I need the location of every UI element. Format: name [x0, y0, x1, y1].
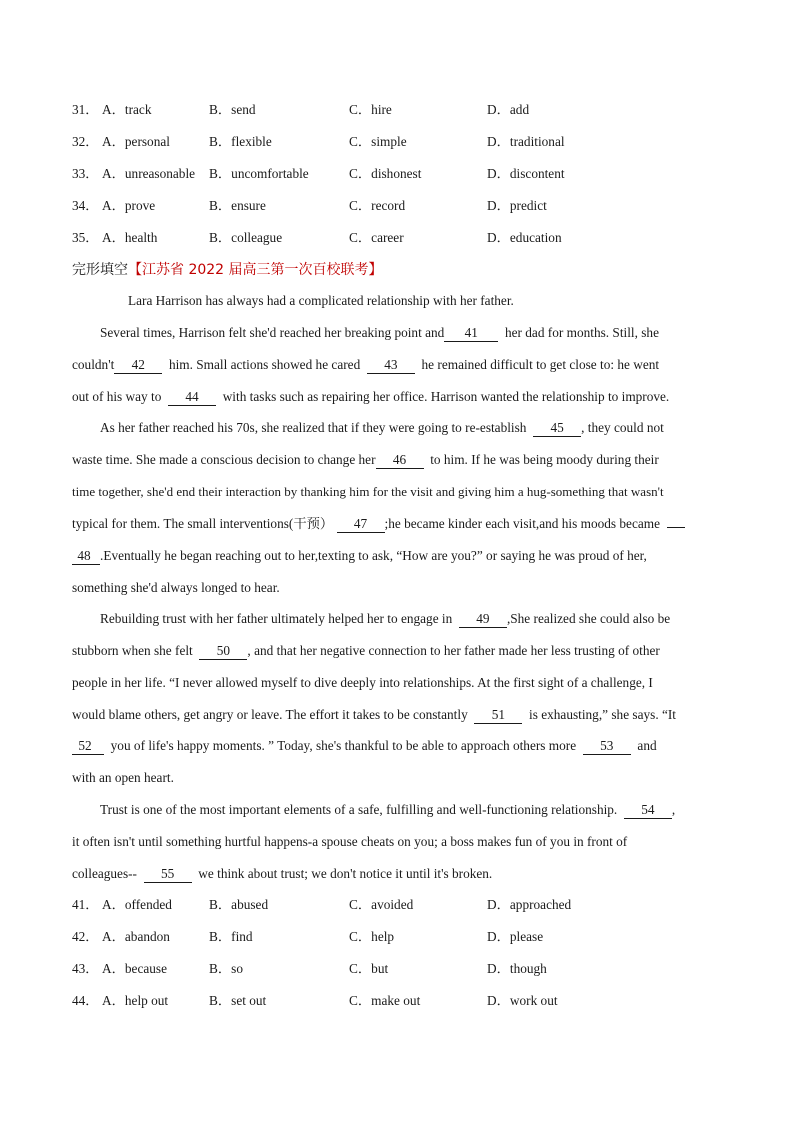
blank-48-start: [667, 527, 685, 528]
passage-text: something she'd always longed to hear.: [72, 580, 280, 595]
passage-line: [72, 705, 722, 725]
blank-43: 43: [367, 357, 415, 374]
option-b: B．find: [209, 929, 253, 944]
passage-line: [100, 800, 722, 820]
passage-text: you of life's happy moments. ” Today, she's thankful to be able to approach others more: [110, 738, 577, 753]
passage-line: [72, 450, 722, 470]
option-c: C．record: [349, 198, 406, 213]
option-c: C．but: [349, 961, 389, 976]
passage-line: [72, 832, 722, 852]
option-a: A．unreasonable: [102, 166, 196, 181]
blank-47: 47: [337, 516, 385, 533]
passage-text: to him. If he was being moody during their: [430, 452, 659, 467]
passage-text: it often isn't until something hurtful happens-a spouse cheats on you; a boss makes fun of you in front of: [72, 834, 628, 849]
option-a: A．abandon: [102, 929, 170, 944]
passage-text: Trust is one of the most important elements of a safe, fulfilling and well-functioning relationship.: [100, 802, 618, 817]
option-c: C．simple: [349, 134, 407, 149]
blank-41: 41: [444, 325, 498, 342]
passage-line: [72, 514, 722, 534]
blank-53: 53: [583, 738, 631, 755]
passage-text: ,: [671, 802, 676, 817]
passage-line: [100, 609, 722, 629]
option-d: D．work out: [487, 993, 558, 1008]
option-a: A．because: [102, 961, 167, 976]
question-number: 34．: [72, 198, 99, 213]
option-c: C．avoided: [349, 897, 414, 912]
passage-text: .Eventually he began reaching out to her,texting to ask, “How are you?” or saying he was proud of her,: [100, 548, 647, 563]
passage-line: [72, 673, 722, 693]
passage-line: [128, 291, 722, 311]
blank-51: 51: [474, 707, 522, 724]
question-number: 33．: [72, 166, 99, 181]
passage-line: [72, 768, 722, 788]
blank-42: 42: [114, 357, 162, 374]
passage-line: [100, 418, 722, 438]
passage-text: we think about trust; we don't notice it until it's broken.: [198, 866, 493, 881]
question-number: 44．: [72, 993, 99, 1008]
passage-text: Lara Harrison has always had a complicated relationship with her father.: [128, 293, 514, 308]
option-b: B．so: [209, 961, 243, 976]
option-b: B．colleague: [209, 230, 283, 245]
option-d: D．please: [487, 929, 544, 944]
blank-45: 45: [533, 420, 581, 437]
option-d: D．discontent: [487, 166, 565, 181]
option-b: B．flexible: [209, 134, 272, 149]
section-label: 完形填空: [72, 262, 128, 278]
question-number: 31．: [72, 102, 99, 117]
option-d: D．traditional: [487, 134, 565, 149]
blank-50: 50: [199, 643, 247, 660]
passage-line: [100, 323, 722, 343]
passage-line: [72, 578, 722, 598]
question-number: 42．: [72, 929, 99, 944]
passage-text: would blame others, get angry or leave. The effort it takes to be constantly: [72, 707, 468, 722]
passage-text: , and that her negative connection to her father made her less trusting of other: [247, 643, 660, 658]
section-title: [72, 260, 383, 280]
passage-text: colleagues--: [72, 866, 137, 881]
option-b: B．uncomfortable: [209, 166, 309, 181]
option-b: B．ensure: [209, 198, 266, 213]
passage-text: stubborn when she felt: [72, 643, 193, 658]
option-a: A．track: [102, 102, 152, 117]
option-a: A．personal: [102, 134, 170, 149]
option-c: C．hire: [349, 102, 392, 117]
passage-text: and: [637, 738, 657, 753]
blank-44: 44: [168, 389, 216, 406]
passage-text: him. Small actions showed he cared: [168, 357, 361, 372]
passage-line: [72, 482, 722, 502]
option-d: D．predict: [487, 198, 547, 213]
passage-line: [72, 387, 722, 407]
passage-line: [72, 736, 722, 756]
passage-text: her dad for months. Still, she: [504, 325, 659, 340]
passage-text: ;he became kinder each visit,and his moods became: [384, 516, 660, 531]
question-number: 41．: [72, 897, 99, 912]
question-number: 43．: [72, 961, 99, 976]
blank-55: 55: [144, 866, 192, 883]
option-b: B．set out: [209, 993, 267, 1008]
passage-text: people in her life. “I never allowed myself to dive deeply into relationships. At the first sight of a challenge, I: [72, 675, 653, 690]
option-c: C．make out: [349, 993, 421, 1008]
passage-text: ,She realized she could also be: [506, 611, 671, 626]
option-d: D．though: [487, 961, 547, 976]
blank-49: 49: [459, 611, 507, 628]
option-d: D．education: [487, 230, 562, 245]
blank-54: 54: [624, 802, 672, 819]
passage-text: , they could not: [581, 420, 664, 435]
passage-text: with an open heart.: [72, 770, 174, 785]
option-a: A．help out: [102, 993, 169, 1008]
option-c: C．career: [349, 230, 404, 245]
passage-text: couldn't: [72, 357, 115, 372]
passage-line: [72, 546, 722, 566]
passage-text: he remained difficult to get close to: he went: [421, 357, 660, 372]
passage-text: As her father reached his 70s, she realized that if they were going to re-establish: [100, 420, 527, 435]
passage-text: time together, she'd end their interaction by thanking him for the visit and giving him a hug-something that wasn't: [72, 484, 664, 499]
passage-text: is exhausting,” she says. “It: [529, 707, 677, 722]
option-b: B．send: [209, 102, 256, 117]
option-b: B．abused: [209, 897, 269, 912]
passage-line: [72, 641, 722, 661]
passage-line: [72, 355, 722, 375]
passage-text: with tasks such as repairing her office. Harrison wanted the relationship to improve.: [222, 389, 670, 404]
blank-48: 48: [72, 548, 100, 565]
option-a: A．offended: [102, 897, 172, 912]
question-number: 32．: [72, 134, 99, 149]
option-d: D．approached: [487, 897, 572, 912]
blank-46: 46: [376, 452, 424, 469]
option-d: D．add: [487, 102, 530, 117]
passage-text: Rebuilding trust with her father ultimately helped her to engage in: [100, 611, 453, 626]
question-number: 35．: [72, 230, 99, 245]
passage-text: Several times, Harrison felt she'd reached her breaking point and: [100, 325, 445, 340]
option-a: A．health: [102, 230, 158, 245]
section-source: 【江苏省 2022 届高三第一次百校联考】: [128, 262, 383, 278]
passage-line: [72, 864, 722, 884]
option-c: C．help: [349, 929, 395, 944]
passage-text: out of his way to: [72, 389, 162, 404]
blank-52: 52: [72, 738, 104, 755]
option-c: C．dishonest: [349, 166, 422, 181]
option-a: A．prove: [102, 198, 156, 213]
passage-text: waste time. She made a conscious decision to change her: [72, 452, 376, 467]
passage-text: typical for them. The small interventions(干预）: [72, 516, 334, 531]
